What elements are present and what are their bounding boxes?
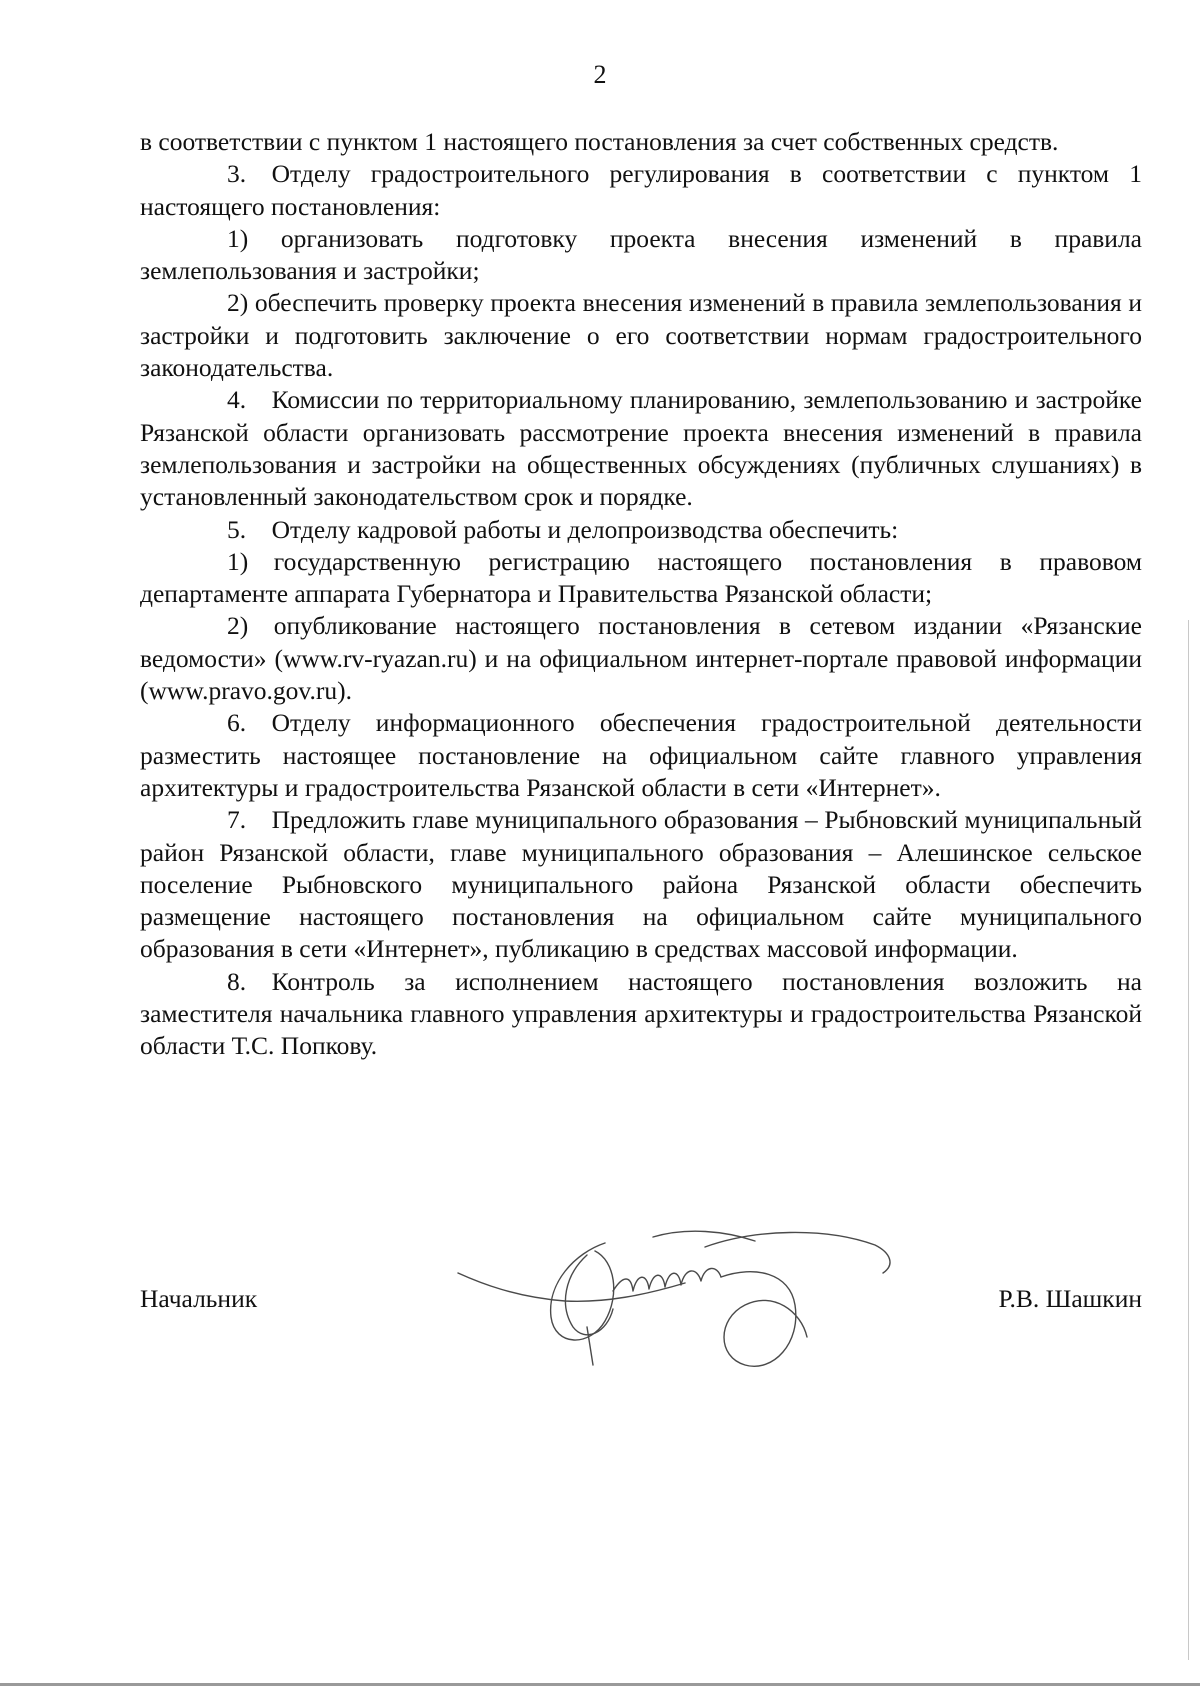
- paragraph-continuation: в соответствии с пунктом 1 настоящего постановления за счет собственных средств.: [140, 127, 1059, 156]
- paragraph-item-5-1: 1) государственную регистрацию настоящего постановления в правовом департаменте аппарата Губернатора и Правительства Рязанской области;: [140, 546, 1142, 609]
- scan-edge-right: [1188, 620, 1189, 1660]
- paragraph-item-8: 8. Контроль за исполнением настоящего постановления возложить на заместителя начальника главного управления архитектуры и градостроительства Рязанской области Т.С. Попкову.: [140, 966, 1142, 1061]
- paragraph-item-3-1: 1) организовать подготовку проекта внесения изменений в правила землепользования и застройки;: [140, 223, 1142, 286]
- page-number: 2: [593, 60, 607, 89]
- paragraph-item-5-2: 2) опубликование настоящего постановления в сетевом издании «Рязанские ведомости» (www.rv-ryazan.ru) и на официальном интернет-портале правовой информации (www.pravo.gov.ru).: [140, 611, 1142, 706]
- paragraph-item-3-2: 2) обеспечить проверку проекта внесения изменений в правила землепользования и застройки и подготовить заключение о его соответствии нормам градостроительного законодательства.: [140, 288, 1142, 383]
- paragraph-item-4: 4. Комиссии по территориальному планированию, землепользованию и застройке Рязанской области организовать рассмотрение проекта внесения изменений в правила землепользования и застройки на общественных обсуждениях (публичных слушаниях) в установленный законодательством срок и порядке.: [140, 385, 1142, 512]
- paragraph-item-7: 7. Предложить главе муниципального образования – Рыбновский муниципальный район Рязанской области, главе муниципального образования – Алешинское сельское поселение Рыбновского муниципального района Рязанской области обеспечить размещение настоящего постановления на официальном сайте муниципального образования в сети «Интернет», публикацию в средствах массовой информации.: [140, 805, 1142, 964]
- paragraph-item-3: 3. Отделу градостроительного регулирования в соответствии с пунктом 1 настоящего постановления:: [140, 159, 1142, 221]
- signature-block: [140, 1283, 1142, 1315]
- scan-edge-bottom: [0, 1683, 1200, 1686]
- document-body: [140, 126, 1142, 1063]
- paragraph-item-5: 5. Отделу кадровой работы и делопроизводства обеспечить:: [227, 514, 899, 544]
- signer-name: Р.В. Шашкин: [998, 1284, 1142, 1313]
- paragraph-item-6: 6. Отделу информационного обеспечения градостроительной деятельности разместить настоящее постановление на официальном сайте главного управления архитектуры и градостроительства Рязанской области в сети «Интернет».: [140, 708, 1142, 802]
- signer-position: Начальник: [140, 1284, 258, 1313]
